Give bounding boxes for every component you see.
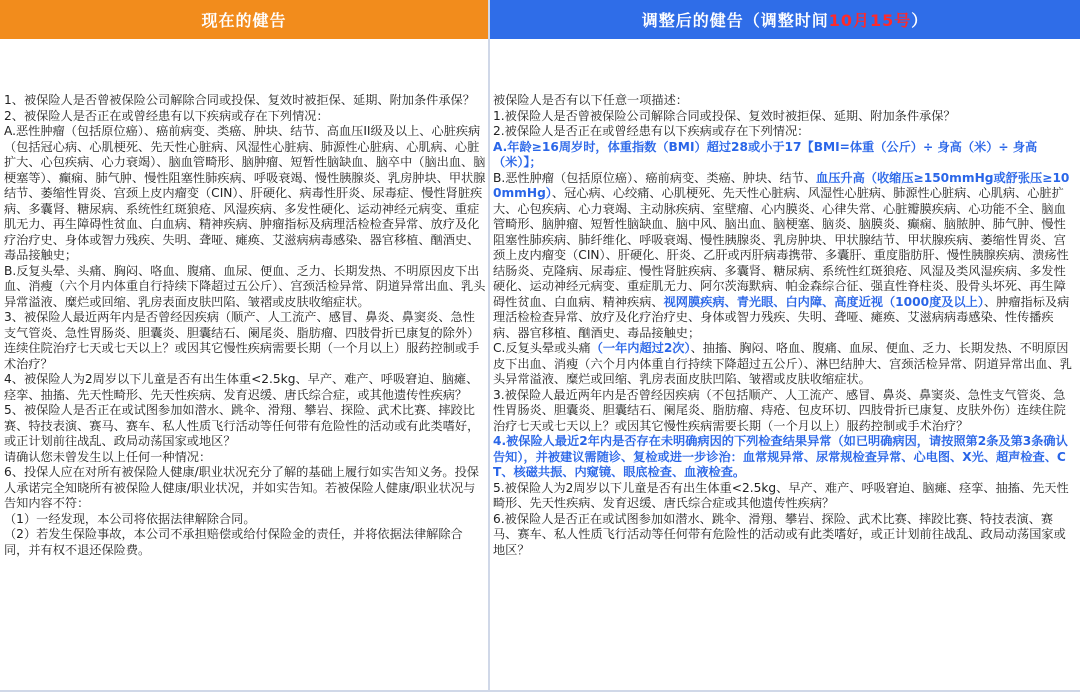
right-item-2c	[493, 341, 1073, 388]
right-item-5: 5.被保险人为2周岁以下儿童是否有出生体重<2.5kg、早产、难产、呼吸窘迫、脑瘫、痉挛、抽搐、先天性畸形、先天性疾病、发育迟缓、唐氏综合症或其他遗传性疾病？	[493, 480, 1069, 510]
right-item-2: 2.被保险人是否正在或曾经患有以下疾病或存在下列情况：	[493, 124, 810, 138]
right-item-2a-bmi: A.年龄≥16周岁时，体重指数（BMI）超过28或小于17【BMI=体重（公斤）÷ 身高（米）÷ 身高（米）】；	[493, 139, 1038, 169]
right-column-text	[493, 93, 1073, 558]
right-header-date: 10月15号	[828, 11, 912, 30]
left-item-3: 3、被保险人最近两年内是否曾经因疾病（顺产、人工流产、感冒、鼻炎、鼻窦炎、急性支气管炎、急性胃肠炎、胆囊炎、胆囊结石、阑尾炎、脂肪瘤、四肢骨折已康复的除外）连续住院治疗七天或七天以上？或因其它慢性疾病需要长期（一个月以上）服药控制或手术治疗？	[4, 310, 480, 371]
right-header-title-prefix: 调整后的健告（调整时间	[641, 11, 829, 30]
left-item-1: 1、被保险人是否曾被保险公司解除合同或投保、复效时被拒保、延期、附加条件承保？	[4, 93, 475, 107]
right-item-2b-bp: 血压升高（收缩压≥150mmHg或舒张压≥100mmHg）	[493, 170, 1070, 200]
left-item-2a: A.恶性肿瘤（包括原位癌）、癌前病变、类癌、肿块、结节、高血压II级及以上、心脏疾病（包括冠心病、心肌梗死、先天性心脏病、风湿性心脏病、肺源性心脏病、心肌病、心脏扩大、心包疾病、心力衰竭）、脑血管畸形、脑肿瘤、短暂性脑缺血、脑卒中（脑出血、脑梗塞等）、癫痫、肺气肿、慢性阻塞性肺疾病、呼吸衰竭、慢性胰腺炎、乳房肿块、甲状腺结节、萎缩性胃炎、宫颈上皮内瘤变（CIN）、肝硬化、病毒性肝炎、尿毒症、慢性肾脏疾病、多囊肾、糖尿病、系统性红斑狼疮、风湿疾病、多发性硬化、运动神经元病变、重症肌无力、再生障碍性贫血、白血病、精神疾病、肿瘤指标及病理活检检查异常、放疗及化疗治疗史、身体或智力残疾、失明、聋哑、瘫痪、艾滋病病毒感染、器官移植、酗酒史、毒品接触史；	[4, 124, 486, 262]
right-item-2b-part3: 、肿瘤指标及病理活检检查异常、放疗及化疗治疗史、身体或智力残疾、失明、聋哑、瘫痪、艾滋病病毒感染、性传播疾病、器官移植、酗酒史、毒品接触史；	[493, 294, 1070, 340]
right-item-2b-eye: 视网膜疾病、青光眼、白内障、高度近视（1000度及以上）	[663, 294, 984, 309]
left-item-2: 2、被保险人是否正在或曾经患有以下疾病或存在下列情况：	[4, 108, 329, 123]
left-item-6: 6、投保人应在对所有被保险人健康/职业状况充分了解的基础上履行如实告知义务。投保人承诺完全知晓所有被保险人健康/职业状况，并如实告知。若被保险人健康/职业状况与告知内容不符：	[4, 465, 479, 510]
right-item-2b-part2: 、冠心病、心绞痛、心肌梗死、先天性心脏病、风湿性心脏病、肺源性心脏病、心肌病、心脏扩大、心包疾病、心力衰竭、主动脉疾病、室壁瘤、心内膜炎、心律失常、心脏瓣膜疾病、心功能不全、脑血管畸形、脑肿瘤、短暂性脑缺血、脑中风、脑出血、脑梗塞、脑炎、脑膜炎、癫痫、脑脓肿、肺气肿、慢性阻塞性肺疾病、肺纤维化、呼吸衰竭、慢性胰腺炎、乳房肿块、甲状腺结节、甲状腺疾病、萎缩性胃炎、宫颈上皮内瘤变（CIN）、肝硬化、肝炎、乙肝或丙肝病毒携带、多囊肝、重度脂肪肝、慢性胰腺疾病、溃疡性结肠炎、克隆病、尿毒症、慢性肾脏疾病、多囊肾、糖尿病、系统性红斑狼疮、风湿及类风湿疾病、多发性硬化、运动神经元病变、重症肌无力、阿尔茨海默病、帕金森综合征、强直性脊柱炎、股骨头坏死、再生障碍性贫血、白血病、精神疾病、	[493, 186, 1069, 309]
column-divider	[488, 0, 490, 692]
right-item-3: 3.被保险人最近两年内是否曾经因疾病（不包括顺产、人工流产、感冒、鼻炎、鼻窦炎、急性支气管炎、急性胃肠炎、胆囊炎、胆囊结石、阑尾炎、脂肪瘤、痔疮、包皮环切、四肢骨折已康复、皮肤外伤）连续住院治疗七天或七天以上？或因其它慢性疾病需要长期（一个月以上）服药控制或手术治疗？	[493, 387, 1066, 433]
right-header-title-suffix: ）	[911, 11, 929, 30]
right-item-1: 1.被保险人是否曾被保险公司解除合同或投保、复效时被拒保、延期、附加条件承保？	[493, 108, 956, 123]
left-item-4: 4、被保险人为2周岁以下儿童是否有出生体重<2.5kg、早产、难产、呼吸窘迫、脑瘫、痉挛、抽搐、先天性畸形、先天性疾病、发育迟缓、唐氏综合症，或其他遗传性疾病？	[4, 372, 479, 402]
left-header-title: 现在的健告	[201, 11, 287, 30]
left-item-5: 5、被保险人是否正在或试图参加如潜水、跳伞、滑翔、攀岩、探险、武术比赛、摔跤比赛、特技表演、赛马、赛车、私人性质飞行活动等任何带有危险性的活动或有此类嗜好，或正计划前往战乱、政局动荡国家或地区？	[4, 403, 480, 448]
left-item-6-1: （1）一经发现，本公司将依据法律解除合同。	[4, 511, 256, 526]
right-item-2c-part2: 、抽搐、胸闷、咯血、腹痛、血尿、便血、乏力、长期发热、不明原因皮下出血、消瘦（六个月内体重自行持续下降超过五公斤）、淋巴结肿大、宫颈活检异常、阴道异常出血、乳头异常溢液、糜烂或回缩、乳房表面皮肤凹陷、皱褶或皮肤收缩症状。	[493, 341, 1072, 386]
right-column-header	[490, 0, 1080, 39]
left-confirm-line: 请确认您未曾发生以上任何一种情况：	[4, 449, 212, 464]
right-intro: 被保险人是否有以下任意一项描述：	[493, 93, 688, 107]
left-item-2b: B.反复头晕、头痛、胸闷、咯血、腹痛、血尿、便血、乏力、长期发热、不明原因皮下出血、消瘦（六个月内体重自行持续下降超过五公斤）、宫颈活检异常、阴道异常出血、乳头异常溢液、糜烂或回缩、乳房表面皮肤凹陷、皱褶或皮肤收缩症状。	[4, 263, 486, 309]
right-item-2c-part1: C.反复头晕或头痛	[493, 341, 591, 355]
left-column-text	[4, 93, 486, 558]
right-item-4-exam: 4.被保险人最近2年内是否存在未明确病因的下列检查结果异常（如已明确病因，请按照第2条及第3条确认告知），并被建议需随诊、复检或进一步诊治：血常规异常、尿常规检查异常、心电图、X光、超声检查、CT、核磁共振、内窥镜、眼底检查、血液检查。	[493, 434, 1068, 479]
left-column-header	[0, 0, 488, 39]
right-item-2c-freq: （一年内超过2次）	[590, 341, 691, 355]
right-item-2b-part1: B.恶性肿瘤（包括原位癌）、癌前病变、类癌、肿块、结节、	[493, 170, 817, 185]
left-item-6-2: （2）若发生保险事故，本公司不承担赔偿或给付保险金的责任，并将依据法律解除合同，并有权不退还保险费。	[4, 527, 463, 557]
right-item-6: 6.被保险人是否正在或试图参加如潜水、跳伞、滑翔、攀岩、探险、武术比赛、摔跤比赛、特技表演、赛马、赛车、私人性质飞行活动等任何带有危险性的活动或有此类嗜好，或正计划前往战乱、政局动荡国家或地区？	[493, 511, 1066, 557]
right-item-2b	[493, 171, 1073, 342]
